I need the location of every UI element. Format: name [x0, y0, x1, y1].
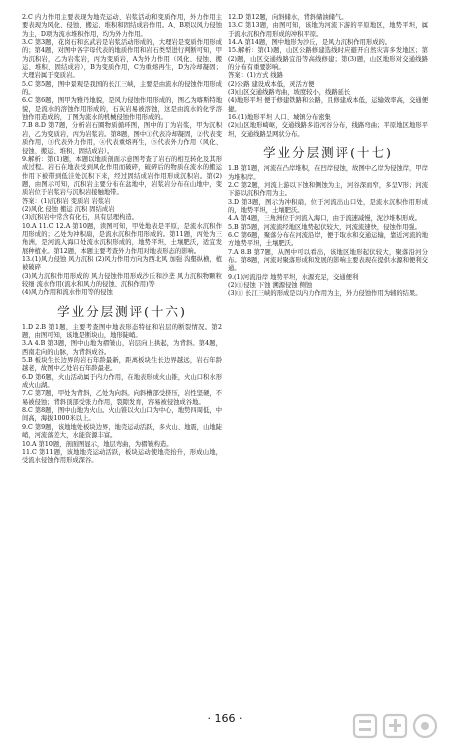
answer-paragraph: 5.B 第5题，河流流经地区地势起伏较大，河流流速快，侵蚀作用强。 — [228, 223, 421, 231]
left-column — [22, 14, 222, 466]
answer-paragraph: 6.D 第6题，火山活动属于内力作用，在地表形成火山锥，火山口积水形成火山湖。 — [22, 373, 222, 390]
answer-paragraph: 1.B 第1题，河流在凸岸堆积，在凹岸侵蚀，故图中乙岸为侵蚀岸，甲岸为堆积岸。 — [228, 165, 428, 181]
section-heading-16: 学业分层测评(十六) — [57, 303, 187, 319]
page-number: · 166 · — [207, 712, 243, 725]
answer-paragraph: 5.C 第5题，图中景观是我国的长江三峡，主要是由流水的侵蚀作用形成的。 — [22, 80, 222, 97]
answer-paragraph: 9.解析：第(1)题，本题以地质剖面示意图考查了岩石的相互转化及其形成过程。岩石在地表受到风化作用而破碎，破碎后的物质在流水的搬运作用下被带到低洼处沉积下来，经过固结成岩作用形成沉积岩。第(2)题，由图示可知，沉积岩主要分布在盆地中，岩浆岩分布在山地中，变质岩位于岩浆岩与沉积岩接触地带。 — [22, 155, 222, 197]
answer-paragraph: 3.A 4.B 第3题，图中山地为褶皱山，岩层向上拱起，为背斜。第4题，西南走向的山脉，为背斜成谷。 — [22, 340, 222, 356]
answer-paragraph: 9.C 第9题，该地地处板块边界，地壳运动活跃，多火山、地震，山地陡峭，河流落差大，水能资源丰富。 — [22, 423, 222, 440]
answer-paragraph: 10.A 11.C 12.A 第10题，读图可知，甲处地表是平原，是流水沉积作用形成的；乙处为冲积扇，是流水沉积作用形成的。第11题，丙处为三角洲，是河流入海口处流水沉积形成的，地势平坦，土壤肥沃，适宜发展种植业。第12题，本题主要考查外力作用对地表形态的影响。 — [22, 222, 222, 255]
answer-paragraph: 5.B 板块生长边界的岩石年龄最新，距离板块生长边界越远，岩石年龄越老，故图中乙处岩石年龄最老。 — [22, 357, 222, 373]
answer-paragraph: 答案：(1)方式 线路 — [228, 72, 283, 80]
left-answers-bottom — [22, 324, 222, 466]
answer-paragraph: 12.D 第12题，向斜储水，背斜储油储气。 — [228, 14, 348, 21]
answer-paragraph: 7.B 8.D 第7题，分析岩石圈物质循环图，图中的丁为岩浆，甲为沉积岩，乙为变质岩，丙为岩浆岩。第8题，图中①代表冷却凝固，②代表变质作用，③代表外力作用，④代表重熔再生，⑤代表外力作用（风化、侵蚀、搬运、堆积、固结成岩）。 — [22, 122, 222, 155]
answer-paragraph: (2)①侵蚀 下蚀 溯源侵蚀 侧蚀 — [228, 281, 313, 289]
answer-paragraph: 6.C 第6题，图甲为雅丹地貌，是风力侵蚀作用形成的，图乙为喀斯特地貌，是流水的溶蚀作用形成的，石灰岩易被溶蚀，这是由流水的化学溶蚀作用造成的，丁图为流水的机械侵蚀作用形成的。 — [22, 97, 222, 122]
right-answers-top — [228, 14, 428, 139]
answer-paragraph: (2)公路 建设成本低，灵活方便 — [228, 80, 315, 88]
answer-paragraph: 16.(1)地形平坦 人口、城镇分布密集 — [228, 114, 331, 122]
answer-paragraph: 11.C 第11题，该地地壳运动活跃，板块运动使地壳抬升，形成山地，受流水侵蚀作用形成深谷。 — [22, 448, 222, 465]
answer-paragraph: (3)沉积岩中常含有化石，具有层理构造。 — [22, 214, 138, 222]
answer-paragraph: 1.D 2.B 第1题，主要考查图中地表形态特征和岩层的断裂情况。第2题，由图可知，该地是断块山，地形陡峭。 — [22, 323, 222, 340]
answer-paragraph: 14.A 第14题，图中地形为沙丘，是风力沉积作用形成的。 — [228, 39, 392, 47]
right-column — [228, 14, 428, 299]
answer-paragraph: (4)风力作用和流水作用等的侵蚀 — [22, 289, 113, 297]
answer-paragraph: (2)风化 侵蚀 搬运 沉积 固结成岩 — [22, 205, 115, 213]
answer-paragraph: 10.A 第10题，剖面图显示，地层弯曲，为褶皱构造。 — [22, 440, 173, 448]
watermark-logo-icon — [350, 708, 442, 744]
right-answers-bottom — [228, 165, 428, 299]
answer-paragraph: 3.C 第3题，花岗石和玄武岩是岩浆活动形成的，大理岩是变质作用形成的；第4题，对图中各字母代表的地质作用和岩石类型进行判断可知，甲为沉积岩，乙为岩浆岩，丙为变质岩，A为外力作用（风化、侵蚀、搬运、堆积、固结成岩），B为变质作用，C为重熔再生，D为冷却凝固；大理岩属于变质岩。 — [22, 39, 222, 80]
answer-paragraph: 7.C 第7题，甲处为背斜，乙处为向斜。向斜槽部受挤压，岩性坚硬，不易被侵蚀；背斜顶部受张力作用，裂隙发育，容易被侵蚀成谷地。 — [22, 390, 222, 406]
answer-paragraph: 7.A 8.B 第7题，从图中可以看出，该地区地形起伏较大，聚落沿河分布。第8题，河流对聚落形成和发展的影响主要表现在提供水源和便利交通。 — [228, 248, 428, 273]
answer-paragraph: (3)① 长江三峡的形成是以内力作用为主，外力侵蚀作用为辅的结果。 — [228, 290, 422, 298]
answer-paragraph: 4.A 第4题，三角洲位于河流入海口，由于流速减慢，泥沙堆积形成。 — [228, 215, 421, 223]
answer-paragraph: 6.C 第6题，聚落分布在河流沿岸，便于取水和交通运输，靠近河流的地方地势平坦，土壤肥沃。 — [228, 231, 428, 248]
answer-paragraph: 13.C 第13题，由图可知，该地为河流下游的平原地区，地势平坦，属于流水沉积作用形成的冲积平原。 — [228, 22, 428, 38]
answer-paragraph: (3)山区交通线路弯曲，坡度较小，线路延长 — [228, 89, 351, 97]
answer-paragraph: 13.(1)风力侵蚀 风力沉积 (2)风力作用方向为西北风 加强 沟壑纵横，植被破碎 — [22, 255, 222, 272]
answer-paragraph: 2.C 第2题，河流上游以下蚀和侧蚀为主，河谷深而窄，多呈V形；河流下游以沉积作用为主。 — [228, 181, 428, 198]
answer-paragraph: (2)山区地形崎岖，交通线路多沿河谷分布，线路弯曲；平原地区地形平坦，交通线路呈网状分布。 — [228, 122, 428, 138]
left-answers-top — [22, 14, 222, 298]
answer-paragraph: 8.C 第8题，图中山地为火山。火山锥以火山口为中心，地势四周低，中间高，海拔1000米以上。 — [22, 407, 222, 423]
answer-paragraph: 2.C 内力作用主要表现为地壳运动、岩浆活动和变质作用，外力作用主要表现为风化、侵蚀、搬运、堆积和固结成岩作用。A、B项以风力侵蚀为主，D项为流水堆积作用，均为外力作用。 — [22, 14, 222, 38]
answer-paragraph: 9.(1)河流沿岸 地势平坦，水源充足，交通便利 — [228, 273, 359, 281]
section-heading-17: 学业分层测评(十七) — [263, 145, 393, 161]
answer-paragraph: 答案：(1)沉积岩 变质岩 岩浆岩 — [22, 197, 111, 205]
answer-paragraph: 15.解析：第(1)题，山区公路修建选线时应避开自然灾害多发地区；第(2)题，山区交通线路宜沿等高线修建；第(3)题，山区地形对交通线路的分布有重要影响。 — [228, 47, 428, 72]
answer-paragraph: (4)地形平坦 便于修建铁路和公路，且修建成本低，运输效率高，交通便捷。 — [228, 97, 428, 113]
answer-paragraph: (3)风力沉积作用形成的 风力侵蚀作用形成沙丘和沙垄 风力沉积物颗粒较细 流水作用(流水和风力的侵蚀、沉积作用)等 — [22, 272, 222, 288]
answer-paragraph: 3.D 第3题，图示为冲积扇，位于河流出山口处，是流水沉积作用形成的，地势平坦，土壤肥沃。 — [228, 198, 428, 214]
